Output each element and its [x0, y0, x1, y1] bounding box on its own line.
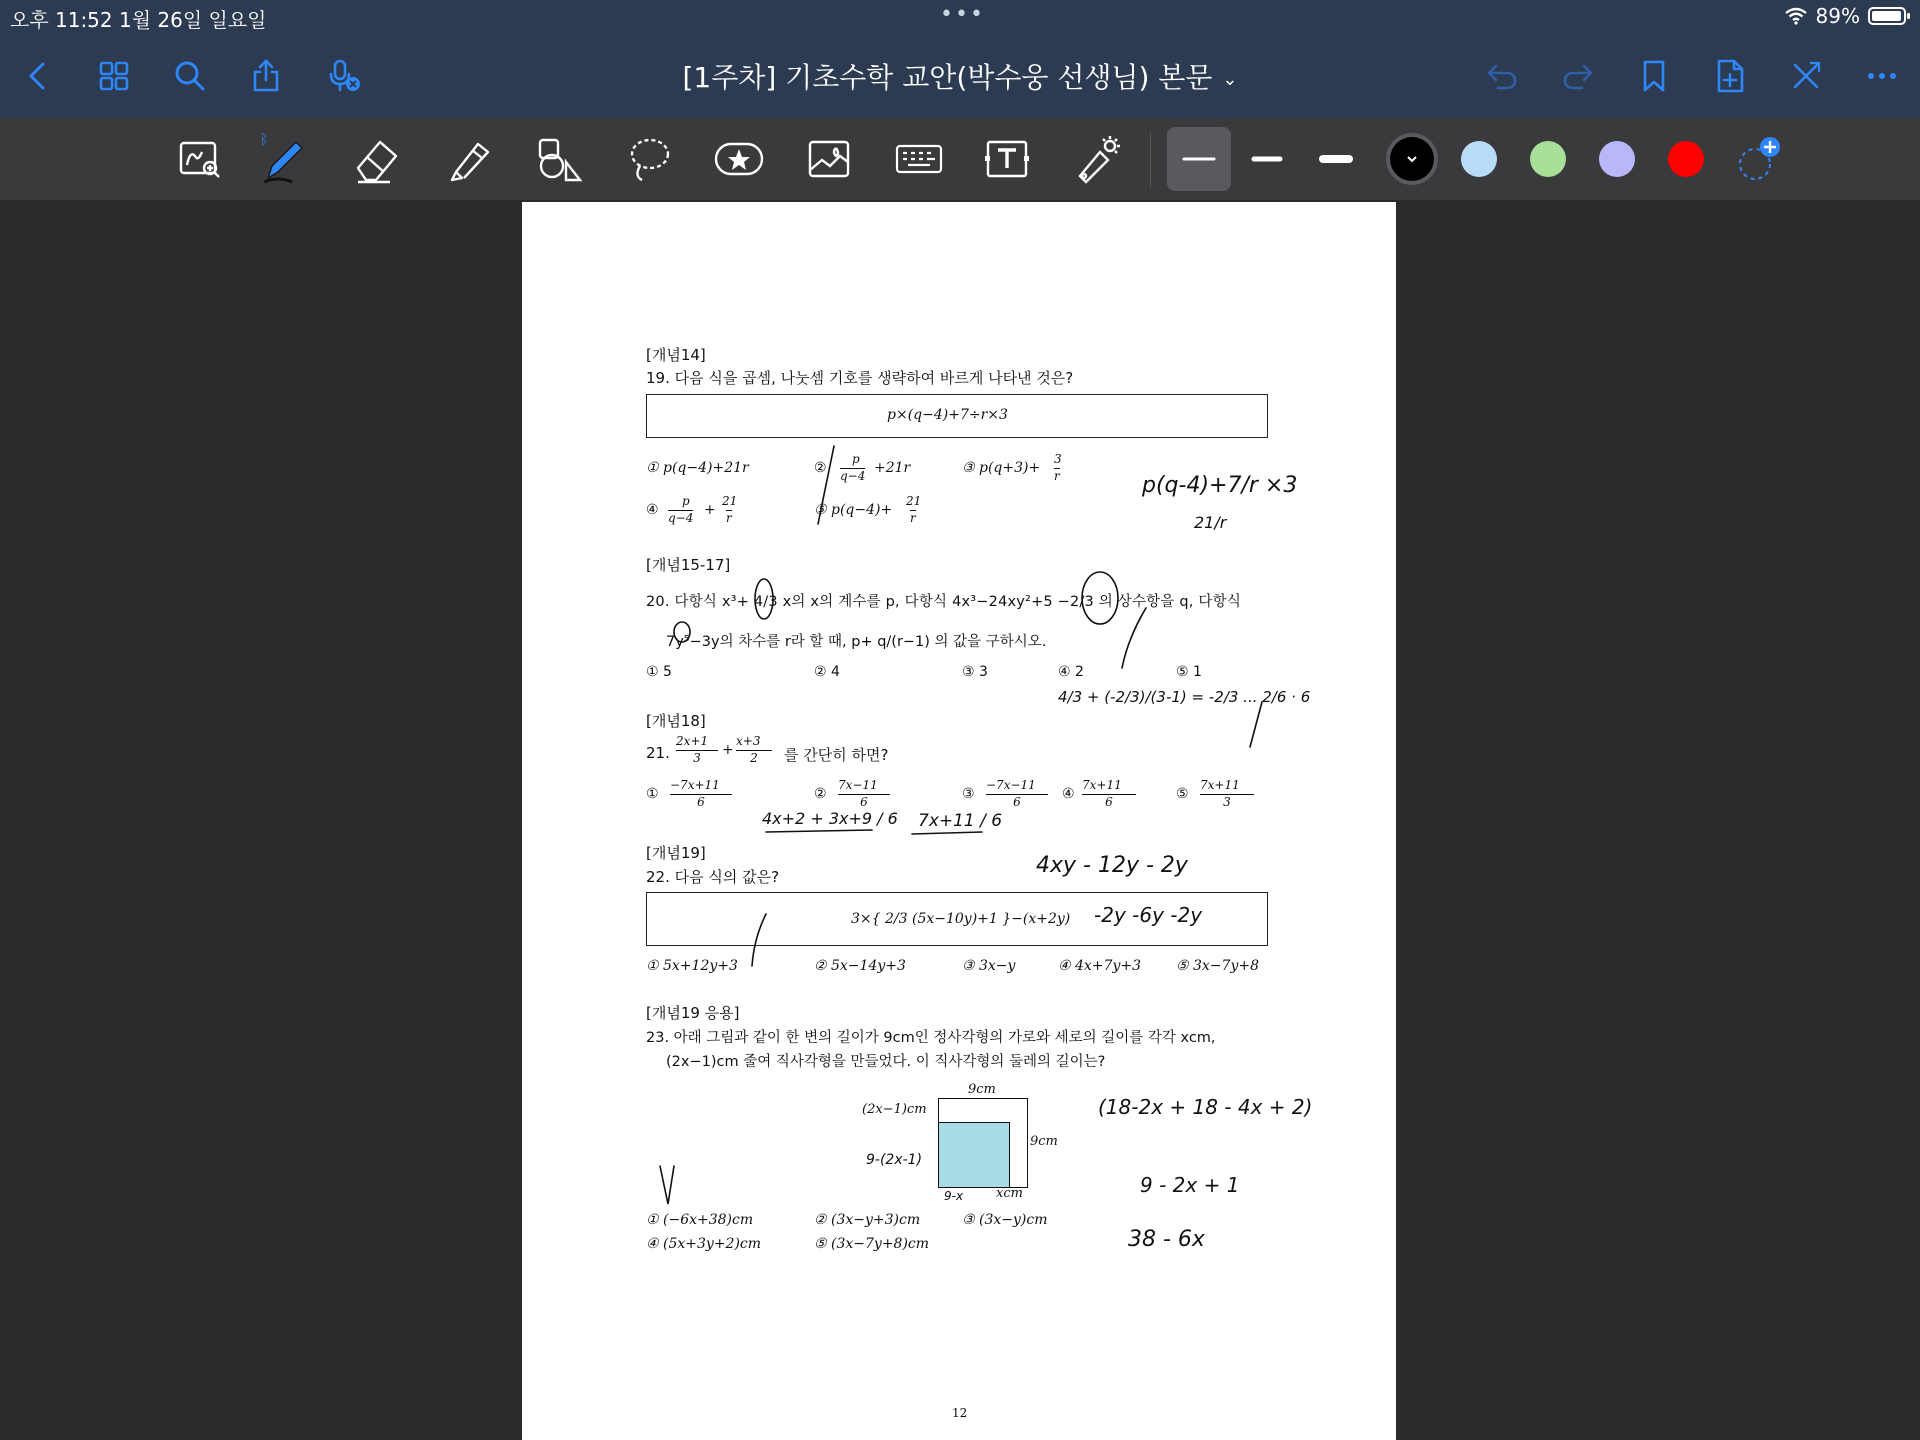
mic-icon[interactable] [322, 54, 366, 98]
q20-line-1: 20. 다항식 x³+ 4/3 x의 x의 계수를 p, 다항식 4x³−24xy²+5 −2/3 의 상수항을 q, 다항식 [646, 594, 1242, 610]
q21-option-1-label: ① [646, 786, 659, 802]
q22-expression: 3×{ 2/3 (5x−10y)+1 }−(x+2y) [851, 911, 1071, 927]
laser-pointer-icon[interactable] [1066, 128, 1128, 190]
document-page[interactable] [522, 202, 1396, 1440]
q21-number: 21. [646, 744, 670, 762]
ink-fraction-line-1 [766, 830, 872, 832]
q22-option-3: ③ 3x−y [962, 958, 1016, 974]
hw-q19-result: 21/r [1194, 513, 1227, 532]
page-number: 12 [952, 1406, 968, 1420]
q22-option-1: ① 5x+12y+3 [646, 958, 738, 974]
q21-section: [개념18] [646, 712, 706, 730]
q20-option-2: ② 4 [814, 664, 840, 680]
document-title-text: [1주차] 기초수학 교안(박수웅 선생님) 본문 [682, 61, 1213, 94]
q20-line-2: 7y⁵−3y의 차수를 r라 할 때, p+ q/(r−1) 의 값을 구하시오. [666, 634, 1047, 650]
q21-question-suffix: 를 간단히 하면? [784, 746, 889, 764]
q19-question: 19. 다음 식을 곱셈, 나눗셈 기호를 생략하여 바르게 나타낸 것은? [646, 369, 1074, 387]
q19-section: [개념14] [646, 346, 706, 364]
keyboard-tool-icon[interactable] [888, 128, 950, 190]
q19-option-2-num: p [852, 452, 860, 466]
more-icon[interactable] [1860, 54, 1904, 98]
q20-option-5: ⑤ 1 [1176, 664, 1202, 680]
q23-option-3: ③ (3x−y)cm [962, 1212, 1048, 1228]
color-lavender-swatch[interactable] [1599, 141, 1635, 177]
ink-checkmark-q23 [660, 1166, 674, 1204]
q23-left-label: (2x−1)cm [862, 1102, 927, 1117]
q21-option-4-label: ④ [1062, 786, 1075, 802]
q20-option-3: ③ 3 [962, 664, 988, 680]
status-bar [0, 0, 1920, 34]
q19-option-1: ① p(q−4)+21r [646, 460, 749, 476]
q19-expression-box [646, 394, 1268, 438]
q23-right-label: 9cm [1030, 1134, 1058, 1149]
image-tool-icon[interactable] [798, 128, 860, 190]
q23-rectangle [938, 1122, 1010, 1188]
q22-expression-box [646, 892, 1268, 946]
q20-option-1: ① 5 [646, 664, 672, 680]
q20-section: [개념15-17] [646, 556, 731, 574]
q21-option-3-den: 6 [986, 794, 1048, 809]
hw-q23-work-1: (18-2x + 18 - 4x + 2) [1098, 1095, 1313, 1119]
q21-option-2-den: 6 [838, 794, 890, 809]
navigation-bar [0, 34, 1920, 119]
q21-frac1-den: 3 [676, 750, 718, 765]
q22-section: [개념19] [646, 844, 706, 862]
svg-text:ᛒ: ᛒ [260, 132, 269, 148]
q19-option-3: ③ p(q+3)+ [962, 460, 1041, 476]
q23-top-label: 9cm [968, 1082, 996, 1097]
close-icon[interactable] [1784, 54, 1828, 98]
q19-expression: p×(q−4)+7÷r×3 [887, 407, 1008, 423]
q19-option-4-num: p [682, 494, 690, 508]
q19-option-4-plus: + [704, 502, 716, 518]
q21-option-1-num: −7x+11 [670, 778, 720, 792]
q19-option-2-label: ② [814, 460, 827, 476]
q21-option-5-num: 7x+11 [1200, 778, 1240, 792]
pen-tool-icon[interactable] [254, 128, 316, 190]
q19-option-5-den: r [910, 511, 916, 525]
q22-option-5: ⑤ 3x−7y+8 [1176, 958, 1259, 974]
highlighter-tool-icon[interactable] [438, 128, 500, 190]
q23-figure [862, 1082, 1058, 1202]
eraser-tool-icon[interactable] [346, 128, 408, 190]
hw-q20-work: 4/3 + (-2/3)/(3-1) = -2/3 ... 2/6 · 6 [1058, 688, 1311, 706]
search-icon[interactable] [168, 54, 212, 98]
q21-option-5-label: ⑤ [1176, 786, 1189, 802]
q22-option-4: ④ 4x+7y+3 [1058, 958, 1141, 974]
hw-q21-work-2: 7x+11 / 6 [918, 811, 1003, 831]
q23-section: [개념19 응용] [646, 1004, 740, 1022]
q23-line-2: (2x−1)cm 줄여 직사각형을 만들었다. 이 직사각형의 둘레의 길이는? [666, 1054, 1106, 1070]
redo-icon[interactable] [1556, 54, 1600, 98]
multitasking-dots-icon[interactable]: ••• [940, 2, 985, 27]
color-red-swatch[interactable] [1668, 141, 1704, 177]
q21-frac2-num: x+3 [736, 734, 761, 748]
grid-icon[interactable] [92, 54, 136, 98]
hw-q23-fig-left: 9-(2x-1) [866, 1152, 923, 1168]
ink-stroke-1 [1250, 702, 1262, 747]
color-light-blue-swatch[interactable] [1461, 141, 1497, 177]
q19-option-4-den: q−4 [668, 511, 694, 525]
q21-frac1-num: 2x+1 [676, 734, 709, 748]
ink-arrow-q20 [1122, 608, 1146, 668]
share-icon[interactable] [244, 54, 288, 98]
q23-option-5: ⑤ (3x−7y+8)cm [814, 1236, 930, 1252]
q19-option-2-rest: +21r [874, 460, 911, 476]
hw-q23-fig-bottom: 9-x [944, 1189, 964, 1203]
add-page-icon[interactable] [1708, 54, 1752, 98]
undo-icon[interactable] [1480, 54, 1524, 98]
status-right [1784, 4, 1906, 28]
q21-option-4-num: 7x+11 [1082, 778, 1122, 792]
q23-option-1: ① (−6x+38)cm [646, 1212, 754, 1228]
q19-option-2-den: q−4 [840, 469, 866, 483]
q19-option-3-den: r [1054, 469, 1060, 483]
q21-option-1-den: 6 [670, 794, 732, 809]
q21-option-2-num: 7x−11 [838, 778, 878, 792]
hw-q21-work-1: 4x+2 + 3x+9 / 6 [762, 809, 898, 828]
shapes-tool-icon[interactable] [528, 128, 590, 190]
chevron-down-icon: ⌄ [1222, 68, 1238, 90]
q19-option-5-num: 21 [906, 494, 922, 508]
stroke-thick-icon[interactable] [1305, 128, 1367, 190]
battery-icon [1868, 7, 1906, 25]
lasso-zoom-tool-icon[interactable] [168, 128, 230, 190]
q21-option-3-label: ③ [962, 786, 975, 802]
add-color-icon[interactable] [1726, 130, 1788, 192]
q21-frac2-den: 2 [736, 750, 772, 765]
stroke-thin-icon[interactable] [1167, 127, 1231, 191]
stroke-medium-icon[interactable] [1236, 128, 1298, 190]
q21-option-5-den: 3 [1200, 794, 1254, 809]
q20-option-4: ④ 2 [1058, 664, 1084, 680]
q23-line-1: 23. 아래 그림과 같이 한 변의 길이가 9cm인 정사각형의 가로와 세로의 길이를 각각 xcm, [646, 1030, 1216, 1046]
hw-q23-result: 38 - 6x [1128, 1227, 1205, 1252]
q21-plus-sign: + [722, 742, 734, 758]
lasso-tool-icon[interactable] [618, 128, 680, 190]
q19-option-4-den2: r [726, 511, 732, 525]
q23-option-2: ② (3x−y+3)cm [814, 1212, 921, 1228]
q22-option-2: ② 5x−14y+3 [814, 958, 906, 974]
document-title[interactable] [600, 56, 1320, 96]
drawing-toolbar [0, 118, 1920, 200]
q21-option-2-label: ② [814, 786, 827, 802]
q21-option-3-num: −7x−11 [986, 778, 1036, 792]
q23-option-4: ④ (5x+3y+2)cm [646, 1236, 762, 1252]
bookmark-icon[interactable] [1632, 54, 1676, 98]
sticker-tool-icon[interactable] [708, 128, 770, 190]
ink-fraction-line-2 [912, 832, 982, 834]
color-light-green-swatch[interactable] [1530, 141, 1566, 177]
battery-percent: 89% [1815, 4, 1860, 28]
hw-q23-work-2: 9 - 2x + 1 [1140, 1173, 1240, 1197]
q23-bottom-label: xcm [996, 1186, 1023, 1201]
q21-option-4-den: 6 [1082, 794, 1136, 809]
hw-q22-work-1: 4xy - 12y - 2y [1036, 853, 1188, 878]
status-time: 오후 11:52 1월 26일 일요일 [10, 8, 267, 32]
text-tool-icon[interactable] [976, 128, 1038, 190]
back-icon[interactable] [16, 54, 60, 98]
q19-option-4-num2: 21 [722, 494, 738, 508]
hw-q19-work: p(q-4)+7/r ×3 [1142, 473, 1298, 498]
toolbar-separator [1150, 132, 1151, 188]
q19-option-3-num: 3 [1054, 452, 1062, 466]
hw-q22-work-2: -2y -6y -2y [1094, 903, 1203, 927]
wifi-icon [1784, 7, 1808, 25]
q19-option-5: ⑤ p(q−4)+ [814, 502, 893, 518]
color-black-swatch[interactable] [1390, 137, 1434, 181]
q22-question: 22. 다음 식의 값은? [646, 868, 780, 886]
q19-option-4-label: ④ [646, 502, 659, 518]
